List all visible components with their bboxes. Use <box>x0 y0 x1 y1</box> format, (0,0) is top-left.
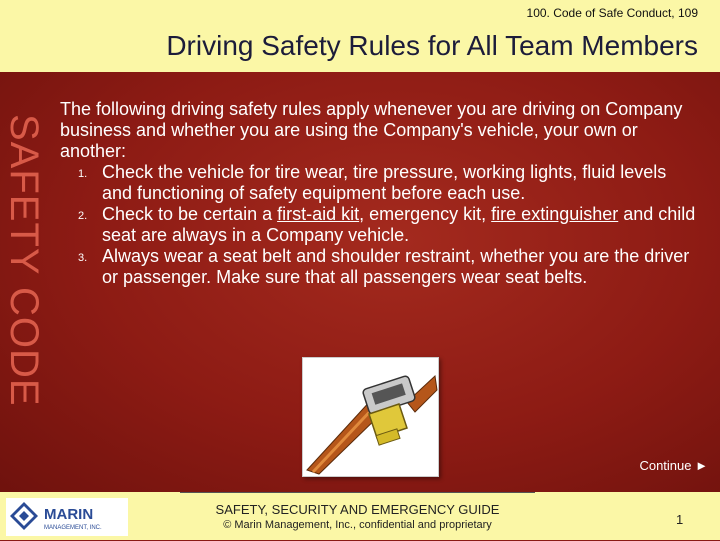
fire-extinguisher-link[interactable]: fire extinguisher <box>491 204 619 224</box>
page-number: 1 <box>676 512 684 527</box>
item-text-pre: Check to be certain a <box>102 204 278 224</box>
play-triangle-icon: ► <box>695 458 708 473</box>
intro-text: The following driving safety rules apply whenever you are driving on Company business and whether you are using the Company's vehicle, your own or another: <box>60 99 683 161</box>
continue-button[interactable] <box>639 458 708 473</box>
logo-text: MARIN <box>44 506 94 523</box>
code-reference: 100. Code of Safe Conduct, 109 <box>526 6 698 20</box>
rules-content <box>60 99 700 288</box>
confidential-notice: © Marin Management, Inc., confidential and proprietary <box>223 519 492 531</box>
marin-logo-icon <box>6 498 128 536</box>
continue-label: Continue <box>639 458 692 473</box>
safety-code-vertical-label: SAFETY CODE <box>2 114 46 407</box>
list-item <box>60 204 700 246</box>
seat-belt-image <box>302 357 439 477</box>
item-text-post: and child seat are always in a Company vehicle. <box>102 204 696 245</box>
header-bar <box>0 0 720 72</box>
item-text: Always wear a seat belt and shoulder restraint, whether you are the driver or passenger. Make sure that all passengers wear seat belts. <box>102 246 690 287</box>
item-text-mid: , emergency kit, <box>359 204 492 224</box>
list-item <box>60 246 700 288</box>
guide-title: SAFETY, SECURITY AND EMERGENCY GUIDE <box>215 502 500 517</box>
logo-subtext: MANAGEMENT, INC. <box>44 525 102 531</box>
rules-list <box>60 162 700 288</box>
slide-title: Driving Safety Rules for All Team Members <box>166 30 698 61</box>
item-number: 2. <box>78 210 88 222</box>
first-aid-kit-link[interactable]: first-aid kit <box>277 204 360 224</box>
seat-belt-icon <box>303 358 438 476</box>
slide-body <box>0 72 720 492</box>
item-number: 1. <box>78 168 88 180</box>
item-number: 3. <box>78 252 88 264</box>
company-logo <box>6 498 128 536</box>
item-text: Check the vehicle for tire wear, tire pressure, working lights, fluid levels and functioning of safety equipment before each use. <box>102 162 667 203</box>
footer-divider <box>180 492 535 493</box>
list-item <box>60 162 700 204</box>
